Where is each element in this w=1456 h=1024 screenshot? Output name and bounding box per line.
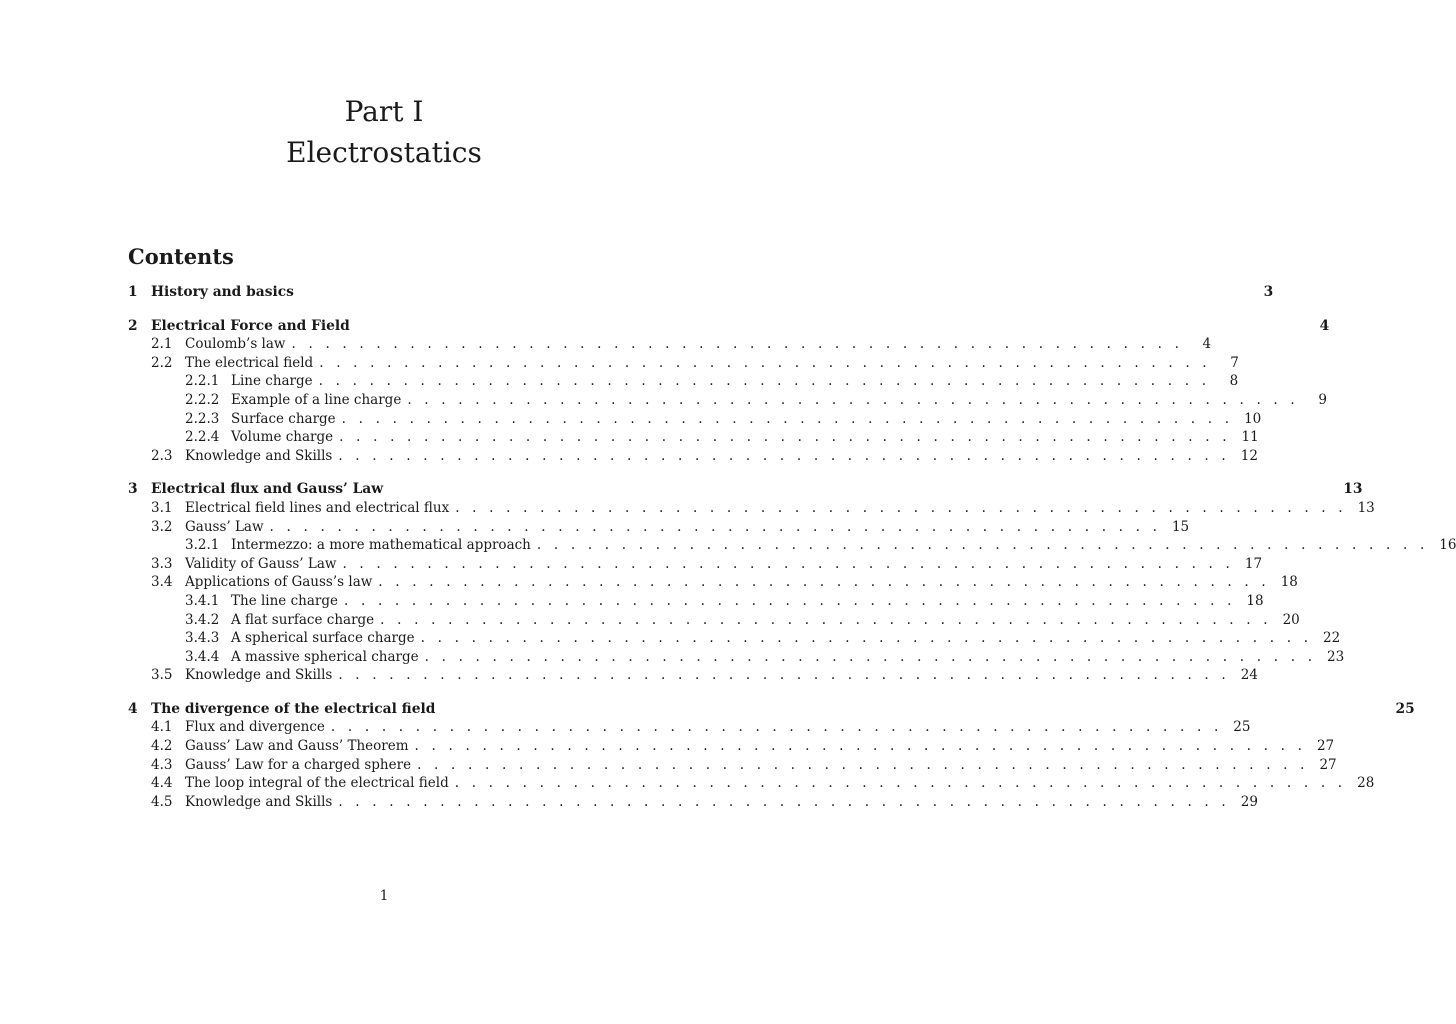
toc-dot-leader: . . . . . . . . . . . . . . . . . . . . . . . . . . . . . . . . . . . . . . . . . . . . . . . . . . . . . — [319, 354, 1211, 371]
toc-entry-title: Flux and divergence — [185, 718, 331, 737]
toc-entry-line — [151, 700, 1415, 719]
toc-entry-line — [185, 335, 1212, 354]
toc-entry-page: 18 — [1246, 592, 1264, 609]
toc-section-entry[interactable] — [128, 793, 1258, 812]
toc-entry-page: 25 — [1395, 700, 1415, 717]
toc-entry-line — [231, 372, 1239, 391]
toc-entry-number: 4.3 — [151, 756, 173, 773]
toc-entry-page: 15 — [1171, 518, 1190, 535]
toc-subsection-entry[interactable] — [128, 592, 1264, 611]
toc-entry-title: Example of a line charge — [231, 391, 407, 410]
toc-entry-page: 13 — [1357, 499, 1375, 516]
toc-entry-line — [231, 536, 1456, 555]
toc-entry-number: 2.2.1 — [185, 373, 220, 390]
toc-entry-number: 4.1 — [151, 719, 173, 736]
toc-dot-leader: . . . . . . . . . . . . . . . . . . . . . . . . . . . . . . . . . . . . . . . . . . . . . . . . . . . . . — [343, 592, 1236, 609]
toc-entry-line — [185, 718, 1251, 737]
toc-entry-page: 11 — [1241, 429, 1259, 446]
toc-entry-page: 27 — [1316, 738, 1335, 755]
toc-entry-page: 25 — [1233, 719, 1251, 736]
toc-entry-line — [151, 283, 1274, 302]
toc-entry-title: Electrical flux and Gauss’ Law — [151, 480, 389, 499]
toc-entry-line — [185, 756, 1337, 775]
toc-dot-leader: . . . . . . . . . . . . . . . . . . . . . . . . . . . . . . . . . . . . . . . . . . . . . . . . . . . . . — [378, 574, 1270, 591]
table-of-contents — [128, 283, 1456, 811]
toc-subsection-entry[interactable] — [128, 428, 1259, 447]
toc-entry-number: 1 — [128, 284, 138, 300]
toc-dot-leader: . . . . . . . . . . . . . . . . . . . . . . . . . . . . . . . . . . . . . . . . . . . . . . . . . . . . . — [420, 630, 1313, 647]
toc-entry-line — [151, 480, 1363, 499]
toc-entry-page: 16 — [1439, 537, 1456, 554]
toc-entry-line — [231, 648, 1345, 667]
toc-entry-number: 4.4 — [151, 775, 173, 792]
toc-dot-leader: . . . . . . . . . . . . . . . . . . . . . . . . . . . . . . . . . . . . . . . . . . . . . . . . . . . . . — [454, 775, 1347, 792]
toc-entry-line — [231, 391, 1327, 410]
toc-entry-page: 4 — [1202, 336, 1212, 353]
toc-dot-leader: . . . . . . . . . . . . . . . . . . . . . . . . . . . . . . . . . . . . . . . . . . . . . . . . . . . . . — [407, 391, 1299, 408]
toc-entry-title: Gauss’ Law for a charged sphere — [185, 756, 417, 775]
toc-entry-line — [185, 774, 1375, 793]
toc-entry-line — [231, 428, 1259, 447]
toc-subsection-entry[interactable] — [128, 391, 1327, 410]
toc-entry-line — [231, 611, 1300, 630]
toc-entry-number: 4 — [128, 700, 138, 717]
toc-dot-leader: . . . . . . . . . . . . . . . . . . . . . . . . . . . . . . . . . . . . . . . . . . . . . . . . . . . . . — [318, 373, 1211, 390]
toc-subsection-entry[interactable] — [128, 372, 1239, 391]
toc-entry-page: 28 — [1357, 775, 1375, 792]
toc-entry-title: Intermezzo: a more mathematical approach — [231, 536, 537, 555]
toc-entry-number: 2.3 — [151, 447, 173, 464]
toc-section-entry[interactable] — [128, 518, 1190, 537]
toc-chapter-entry[interactable] — [128, 317, 1330, 336]
toc-entry-number: 3.4.1 — [185, 592, 220, 609]
toc-entry-page: 13 — [1343, 481, 1363, 498]
page-number: 1 — [379, 888, 389, 904]
toc-entry-title: Applications of Gauss’s law — [185, 573, 378, 592]
toc-entry-title: History and basics — [151, 283, 300, 302]
toc-entry-title: The divergence of the electrical field — [151, 700, 441, 719]
toc-section-entry[interactable] — [128, 335, 1212, 354]
toc-entry-page: 22 — [1323, 630, 1341, 647]
toc-entry-title: A massive spherical charge — [231, 648, 425, 667]
toc-entry-title: Coulomb’s law — [185, 335, 291, 354]
toc-subsection-entry[interactable] — [128, 410, 1262, 429]
toc-entry-line — [185, 737, 1335, 756]
toc-entry-page: 4 — [1319, 317, 1330, 334]
toc-entry-number: 3.5 — [151, 667, 173, 684]
toc-entry-title: The electrical field — [185, 354, 319, 373]
toc-dot-leader: . . . . . . . . . . . . . . . . . . . . . . . . . . . . . . . . . . . . . . . . . . . . . . . . . . . . . — [417, 756, 1309, 773]
toc-entry-title: Electrical field lines and electrical flux — [185, 499, 455, 518]
toc-entry-title: Knowledge and Skills — [185, 447, 338, 466]
toc-entry-line — [231, 410, 1262, 429]
toc-subsection-entry[interactable] — [128, 629, 1341, 648]
toc-dot-leader: . . . . . . . . . . . . . . . . . . . . . . . . . . . . . . . . . . . . . . . . . . . . . . . . . . . . . — [339, 429, 1231, 446]
toc-entry-number: 3.2 — [151, 518, 173, 535]
chapter-gap — [128, 302, 616, 317]
toc-entry-title: Validity of Gauss’ Law — [185, 555, 342, 574]
toc-entry-page: 12 — [1240, 447, 1258, 464]
toc-section-entry[interactable] — [128, 718, 1251, 737]
toc-dot-leader: . . . . . . . . . . . . . . . . . . . . . . . . . . . . . . . . . . . . . . . . . . . . . . . . . . . . . — [536, 537, 1429, 554]
toc-entry-page: 18 — [1280, 574, 1298, 591]
toc-subsection-entry[interactable] — [128, 611, 1300, 630]
toc-entry-number: 3.4 — [151, 574, 173, 591]
toc-entry-page: 10 — [1244, 410, 1262, 427]
toc-entry-page: 23 — [1327, 648, 1345, 665]
toc-entry-page: 3 — [1263, 284, 1274, 300]
toc-entry-line — [185, 573, 1298, 592]
toc-entry-page: 24 — [1240, 667, 1258, 684]
toc-entry-number: 3.1 — [151, 499, 173, 516]
toc-dot-leader: . . . . . . . . . . . . . . . . . . . . . . . . . . . . . . . . . . . . . . . . . . . . . . . . . . . . . — [338, 667, 1230, 684]
toc-entry-line — [231, 629, 1341, 648]
toc-dot-leader: . . . . . . . . . . . . . . . . . . . . . . . . . . . . . . . . . . . . . . . . . . . . . . . . . . . . . — [380, 611, 1272, 628]
toc-entry-title: Electrical Force and Field — [151, 317, 356, 336]
toc-section-entry[interactable] — [128, 499, 1375, 518]
toc-entry-number: 3.4.3 — [185, 630, 220, 647]
toc-entry-line — [185, 354, 1239, 373]
toc-dot-leader: . . . . . . . . . . . . . . . . . . . . . . . . . . . . . . . . . . . . . . . . . . . . . . . . . . . . . — [414, 738, 1307, 755]
toc-entry-number: 2.1 — [151, 336, 173, 353]
toc-section-entry[interactable] — [128, 555, 1263, 574]
toc-entry-title: The loop integral of the electrical field — [185, 774, 455, 793]
toc-entry-title: Knowledge and Skills — [185, 793, 338, 812]
toc-dot-leader: . . . . . . . . . . . . . . . . . . . . . . . . . . . . . . . . . . . . . . . . . . . . . . . . . . . . . — [455, 499, 1347, 516]
toc-entry-line — [185, 555, 1263, 574]
toc-entry-number: 4.5 — [151, 793, 173, 810]
toc-entry-title: The line charge — [231, 592, 344, 611]
toc-entry-page: 17 — [1244, 555, 1263, 572]
toc-section-entry[interactable] — [128, 774, 1375, 793]
toc-entry-number: 2 — [128, 317, 138, 334]
toc-entry-line — [185, 666, 1258, 685]
toc-entry-number: 2.2.4 — [185, 429, 220, 446]
contents-heading: Contents — [128, 244, 234, 269]
toc-entry-number: 2.2.3 — [185, 410, 220, 427]
toc-entry-title: A flat surface charge — [231, 611, 380, 630]
toc-entry-page: 8 — [1229, 373, 1239, 390]
toc-section-entry[interactable] — [128, 756, 1337, 775]
toc-entry-number: 3.3 — [151, 555, 173, 572]
toc-dot-leader: . . . . . . . . . . . . . . . . . . . . . . . . . . . . . . . . . . . . . . . . . . . . . . . . . . . . . — [291, 336, 1184, 353]
toc-subsection-entry[interactable] — [128, 648, 1345, 667]
toc-entry-number: 2.2 — [151, 354, 173, 371]
toc-entry-number: 4.2 — [151, 738, 173, 755]
toc-entry-number: 2.2.2 — [185, 391, 220, 408]
toc-entry-number: 3.4.2 — [185, 611, 220, 628]
toc-dot-leader: . . . . . . . . . . . . . . . . . . . . . . . . . . . . . . . . . . . . . . . . . . . . . . . . . . . . . — [330, 719, 1223, 736]
chapter-gap — [128, 685, 616, 700]
toc-chapter-entry[interactable] — [128, 700, 1415, 719]
toc-entry-line — [185, 447, 1258, 466]
toc-entry-number: 3.4.4 — [185, 648, 220, 665]
toc-section-entry[interactable] — [128, 447, 1258, 466]
part-label: Part I — [344, 95, 424, 128]
toc-entry-title: Knowledge and Skills — [185, 666, 338, 685]
toc-entry-page: 29 — [1240, 793, 1258, 810]
toc-entry-line — [185, 499, 1375, 518]
toc-chapter-entry[interactable] — [128, 283, 1274, 302]
toc-entry-number: 3 — [128, 481, 138, 498]
toc-subsection-entry[interactable] — [128, 536, 1456, 555]
toc-section-entry[interactable] — [128, 666, 1258, 685]
toc-entry-line — [185, 518, 1190, 537]
toc-dot-leader: . . . . . . . . . . . . . . . . . . . . . . . . . . . . . . . . . . . . . . . . . . . . . . . . . . . . . — [342, 555, 1235, 572]
toc-entry-line — [185, 793, 1258, 812]
toc-section-entry[interactable] — [128, 573, 1298, 592]
toc-entry-page: 27 — [1319, 756, 1337, 773]
toc-entry-title: Gauss’ Law and Gauss’ Theorem — [185, 737, 415, 756]
toc-entry-title: A spherical surface charge — [231, 629, 421, 648]
toc-entry-page: 9 — [1318, 391, 1327, 408]
part-title: Electrostatics — [286, 136, 482, 169]
toc-entry-number: 3.2.1 — [185, 537, 220, 554]
toc-dot-leader: . . . . . . . . . . . . . . . . . . . . . . . . . . . . . . . . . . . . . . . . . . . . . . . . . . . . . — [341, 410, 1234, 427]
toc-entry-page: 20 — [1282, 611, 1300, 628]
toc-dot-leader: . . . . . . . . . . . . . . . . . . . . . . . . . . . . . . . . . . . . . . . . . . . . . . . . . . . . . — [338, 793, 1230, 810]
toc-dot-leader: . . . . . . . . . . . . . . . . . . . . . . . . . . . . . . . . . . . . . . . . . . . . . . . . . . . . . — [338, 447, 1230, 464]
toc-dot-leader: . . . . . . . . . . . . . . . . . . . . . . . . . . . . . . . . . . . . . . . . . . . . . . . . . . . . . — [424, 648, 1317, 665]
toc-entry-title: Gauss’ Law — [185, 518, 270, 537]
toc-entry-title: Volume charge — [231, 428, 339, 447]
toc-entry-title: Line charge — [231, 372, 319, 391]
chapter-gap — [128, 465, 616, 480]
toc-entry-page: 7 — [1230, 354, 1239, 371]
toc-dot-leader: . . . . . . . . . . . . . . . . . . . . . . . . . . . . . . . . . . . . . . . . . . . . . . . . . . . . . — [269, 518, 1162, 535]
toc-entry-line — [231, 592, 1264, 611]
toc-section-entry[interactable] — [128, 737, 1335, 756]
toc-chapter-entry[interactable] — [128, 480, 1363, 499]
toc-entry-title: Surface charge — [231, 410, 342, 429]
toc-section-entry[interactable] — [128, 354, 1239, 373]
toc-entry-line — [151, 317, 1330, 336]
